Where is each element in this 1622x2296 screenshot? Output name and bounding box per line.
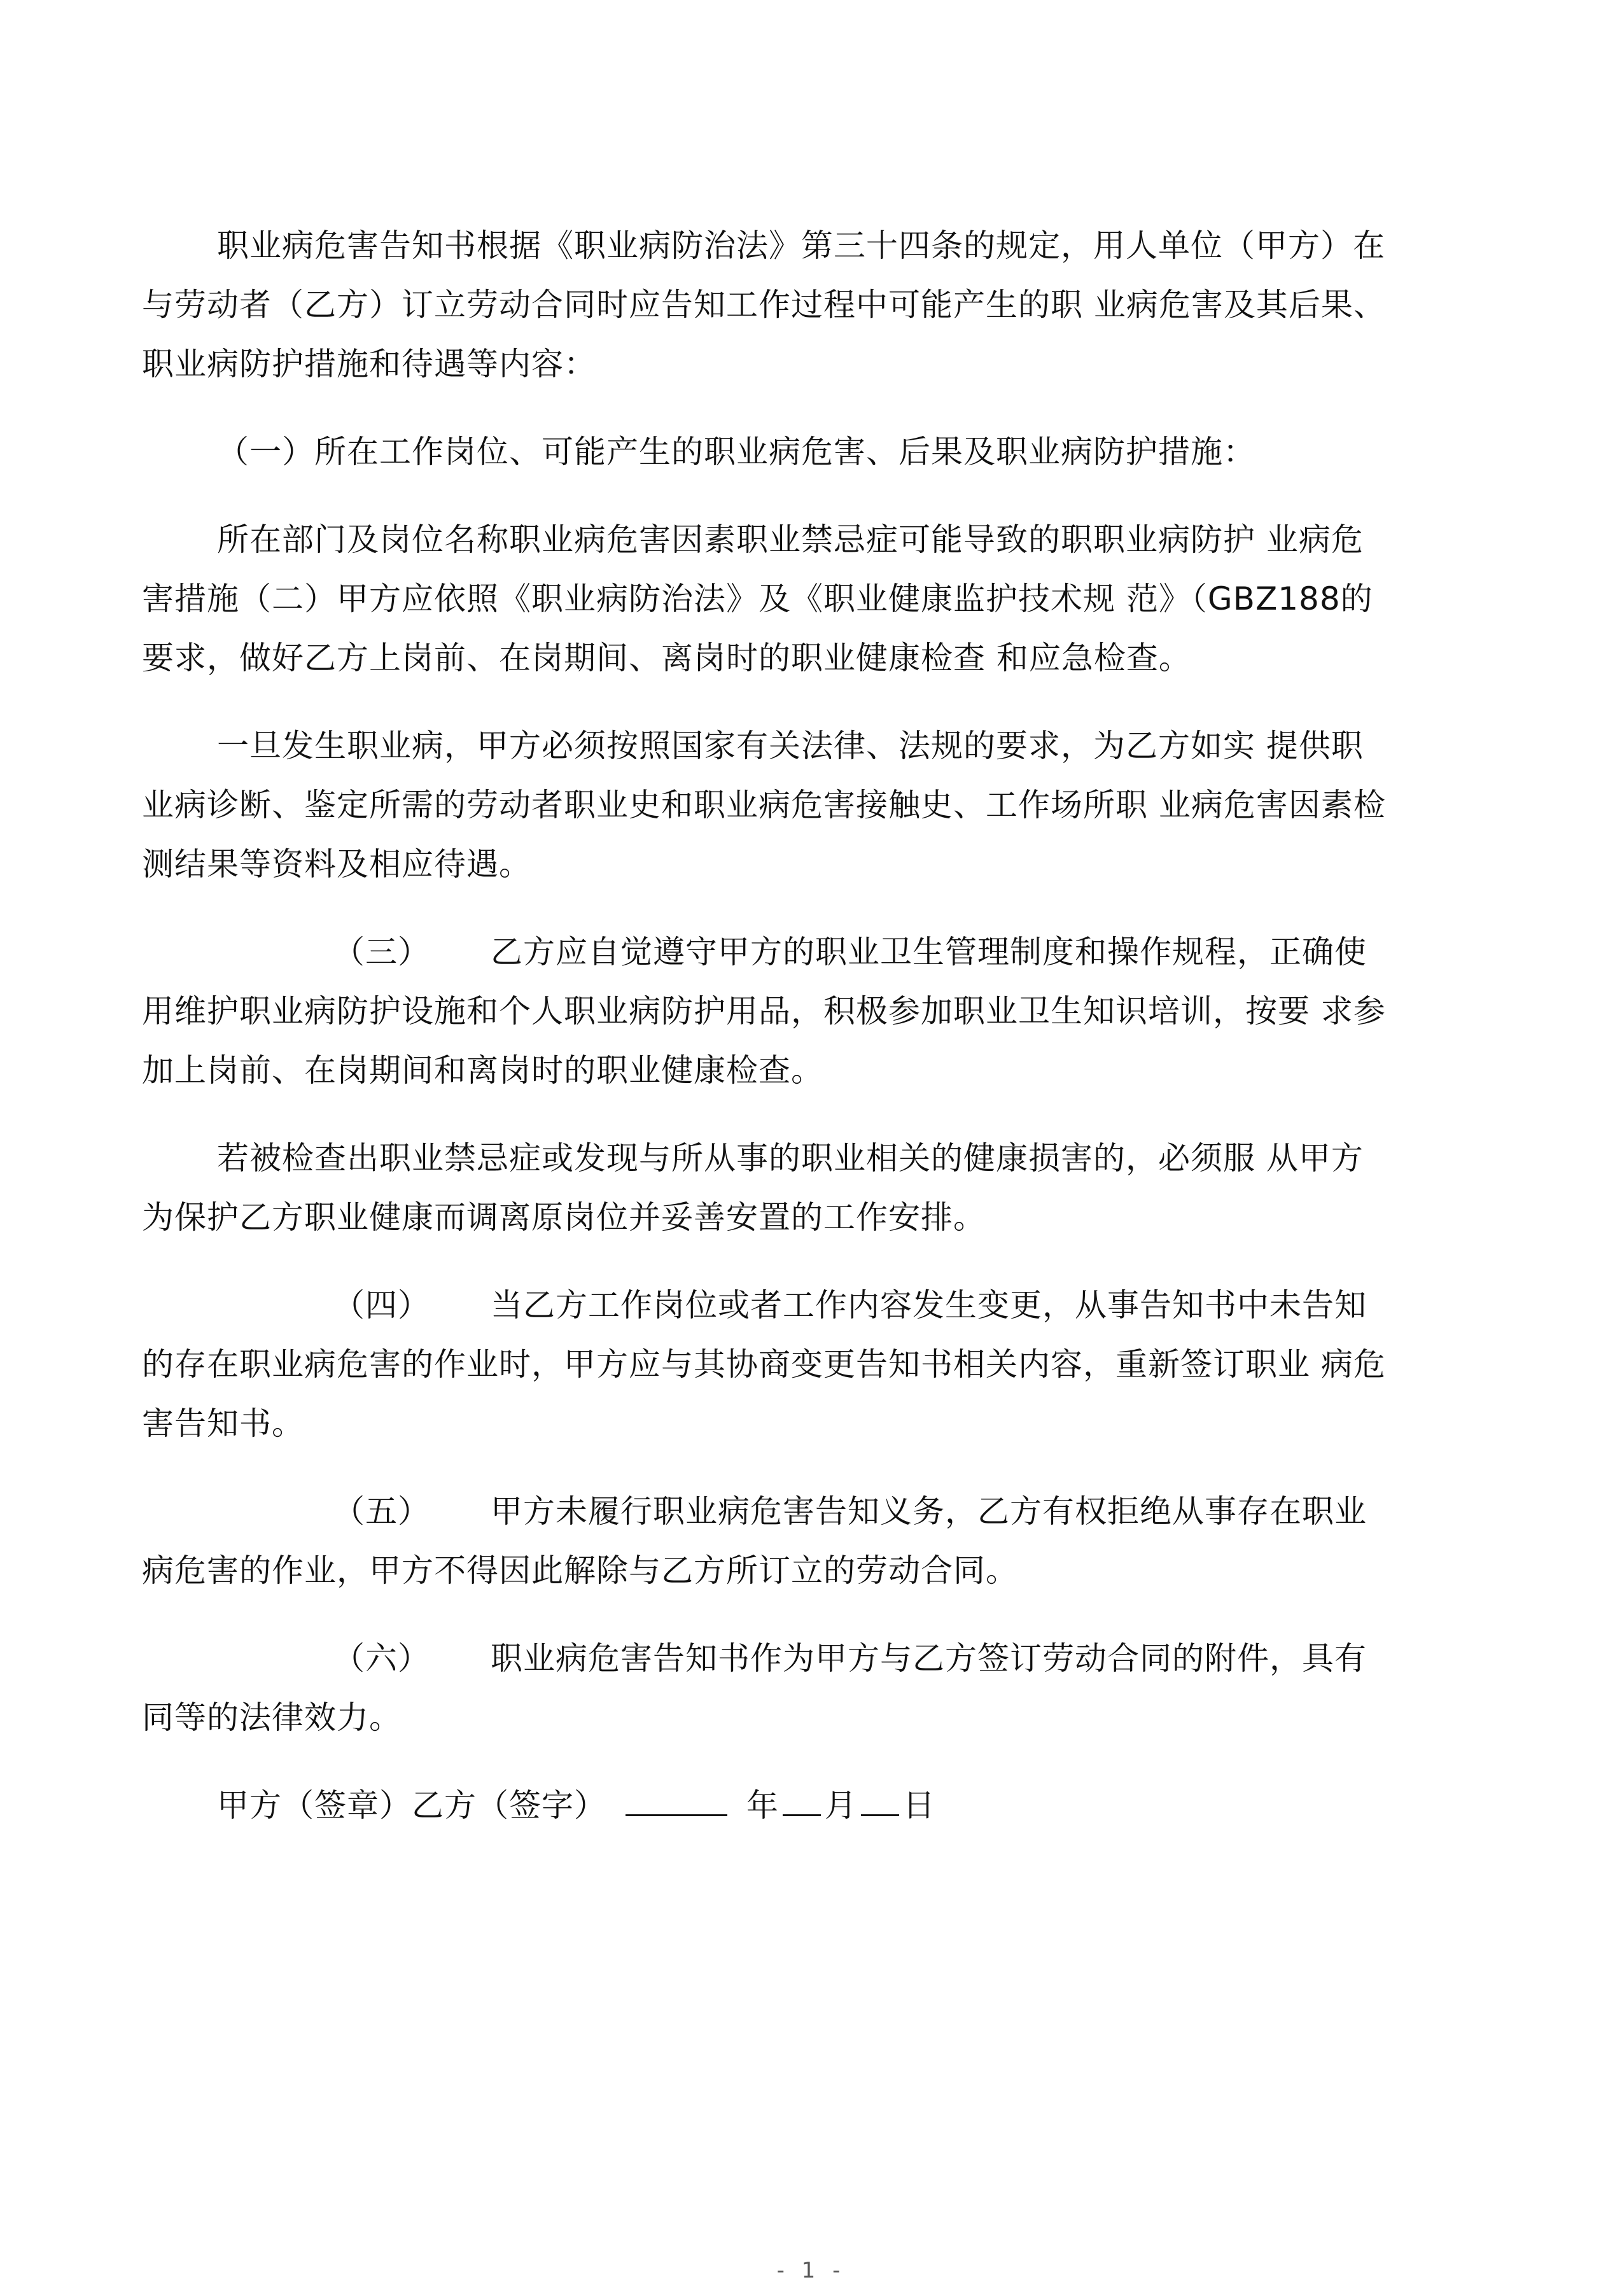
signature-parties: 甲方（签章）乙方（签字） <box>217 1787 606 1824</box>
month-blank <box>783 1789 821 1816</box>
section-4-text: 当乙方工作岗位或者工作内容发生变更，从事告知书中未告知的存在职业病危害的作业时，甲方应与其协商变更告知书相关内容，重新签订职业 病危害告知书。 <box>142 1287 1386 1442</box>
section-6-number: （六） <box>333 1640 430 1677</box>
page-number: - 1 - <box>776 2258 846 2283</box>
section-4-paragraph <box>142 1276 1389 1453</box>
contraindication-paragraph: 若被检查出职业禁忌症或发现与所从事的职业相关的健康损害的，必须服 从甲方为保护乙方职业健康而调离原岗位并妥善安置的工作安排。 <box>142 1140 1364 1236</box>
document-body <box>142 216 1389 1835</box>
signature-line <box>142 1776 1389 1835</box>
section-3-paragraph <box>142 923 1389 1100</box>
section-3-number: （三） <box>333 934 430 970</box>
section-5-text: 甲方未履行职业病危害告知义务，乙方有权拒绝从事存在职业病危害的作业，甲方不得因此解除与乙方所订立的劳动合同。 <box>142 1493 1367 1589</box>
intro-paragraph: 职业病危害告知书根据《职业病防治法》第三十四条的规定，用人单位（甲方）在与劳动者（乙方）订立劳动合同时应告知工作过程中可能产生的职 业病危害及其后果、职业病防护措施和待遇等内容： <box>142 227 1386 382</box>
section-1-heading: （一）所在工作岗位、可能产生的职业病危害、后果及职业病防护措施： <box>217 433 1255 470</box>
signature-blank <box>626 1789 727 1816</box>
month-label: 月 <box>825 1787 857 1824</box>
section-3-text: 乙方应自觉遵守甲方的职业卫生管理制度和操作规程，正确使用维护职业病防护设施和个人职业病防护用品，积极参加职业卫生知识培训，按要 求参加上岗前、在岗期间和离岗时的职业健康检查。 <box>142 934 1386 1089</box>
section-4-number: （四） <box>333 1287 430 1324</box>
section-2-paragraph: 所在部门及岗位名称职业病危害因素职业禁忌症可能导致的职职业病防护 业病危害措施（二）甲方应依照《职业病防治法》及《职业健康监护技术规 范》（GBZ188的要求，做好乙方上岗前、在岗期间、离岗时的职业健康检查 和应急检查。 <box>142 521 1373 676</box>
section-5-number: （五） <box>333 1493 430 1530</box>
section-5-paragraph <box>142 1482 1389 1600</box>
year-label: 年 <box>746 1787 779 1824</box>
day-blank <box>861 1789 899 1816</box>
occupational-disease-paragraph: 一旦发生职业病，甲方必须按照国家有关法律、法规的要求，为乙方如实 提供职业病诊断、鉴定所需的劳动者职业史和职业病危害接触史、工作场所职 业病危害因素检测结果等资料及相应待遇。 <box>142 727 1386 883</box>
day-label: 日 <box>903 1787 935 1824</box>
section-6-paragraph <box>142 1629 1389 1747</box>
section-6-text: 职业病危害告知书作为甲方与乙方签订劳动合同的附件，具有同等的法律效力。 <box>142 1640 1367 1736</box>
